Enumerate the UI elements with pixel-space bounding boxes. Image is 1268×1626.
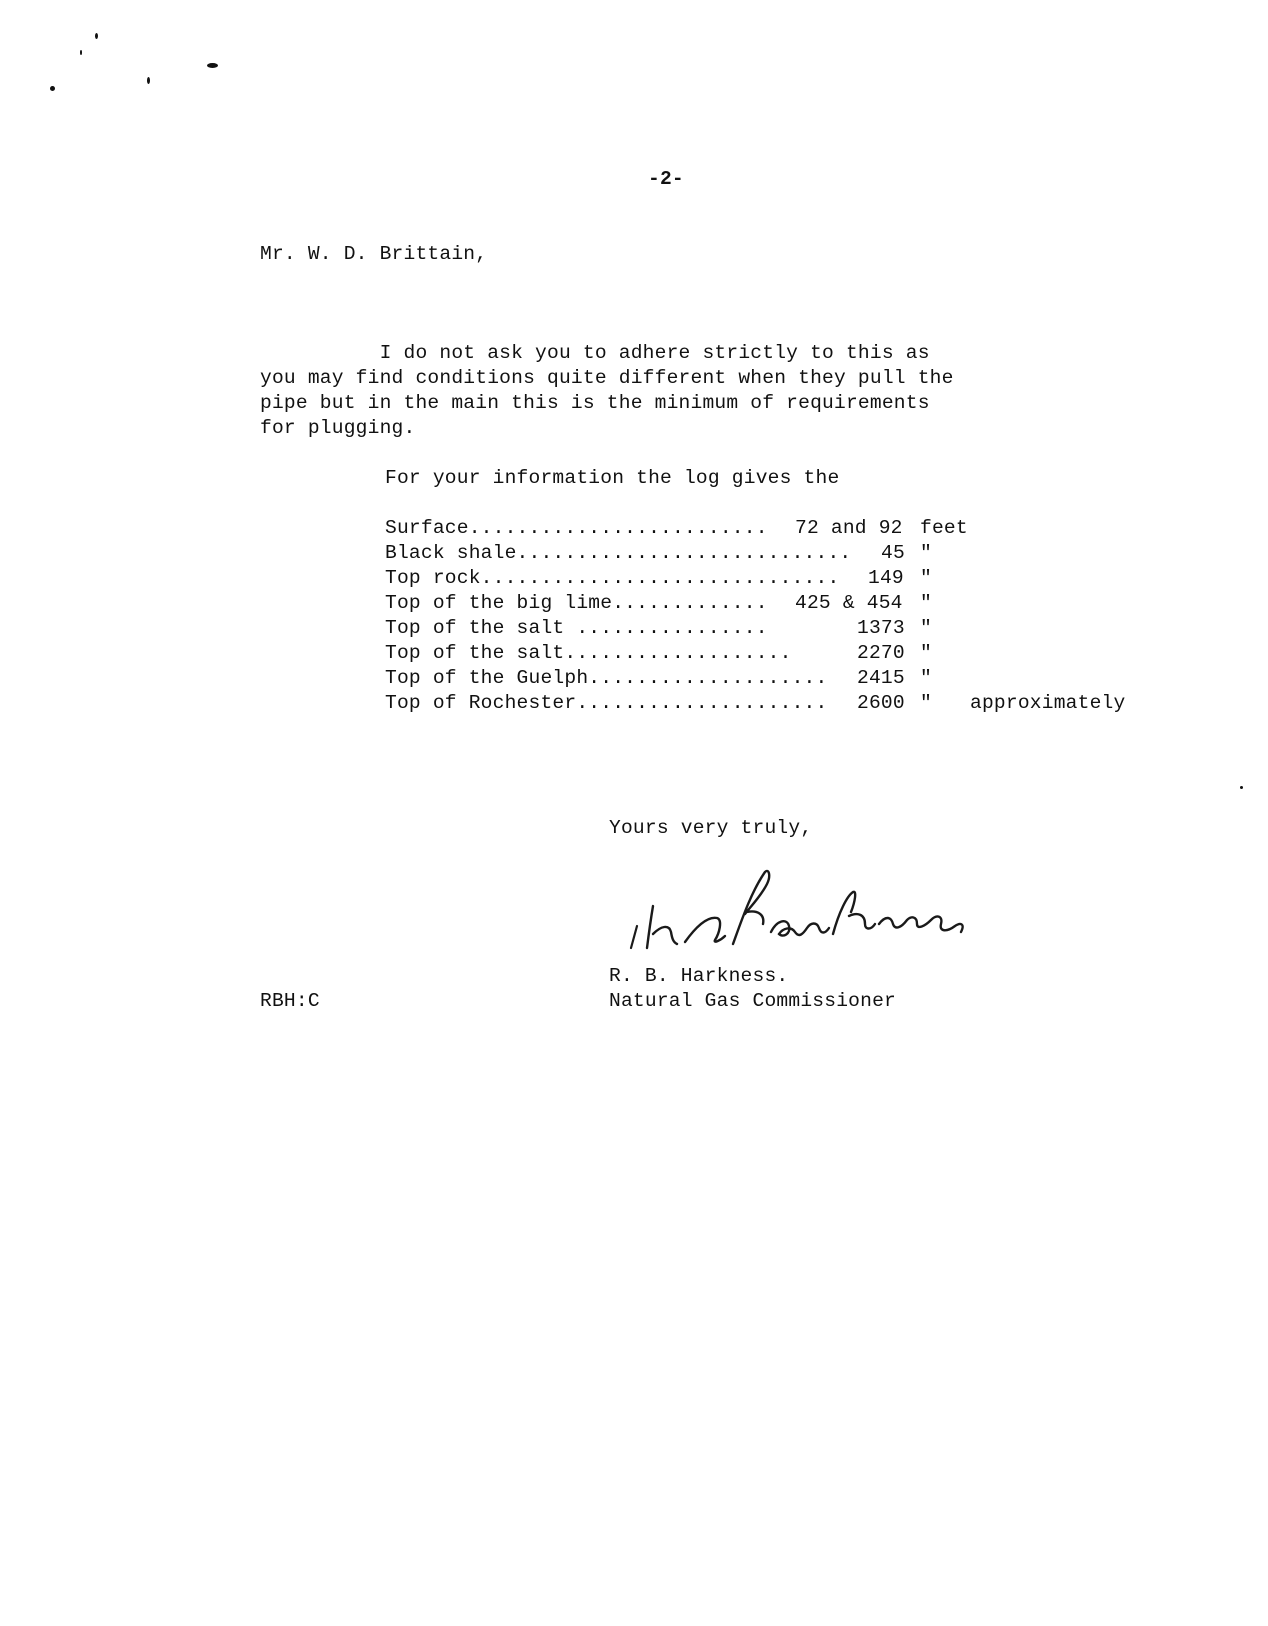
log-unit: "	[920, 617, 932, 639]
log-label: Top of the big lime.............	[385, 592, 768, 614]
body-paragraph: I do not ask you to adhere strictly to this as you may find conditions quite different when they pull the pipe but in the main this is the minimum of requirements for plugging.	[260, 342, 954, 439]
log-label: Black shale............................	[385, 542, 852, 564]
log-depth: 425 & 454	[795, 592, 903, 614]
log-label: Top of the Guelph....................	[385, 667, 828, 689]
log-label: Top of the salt ................	[385, 617, 768, 639]
log-label: Top of the salt...................	[385, 642, 792, 664]
scan-speck	[147, 77, 150, 84]
log-depth: 2270	[857, 642, 905, 664]
handwritten-signature	[625, 862, 995, 962]
log-unit: "	[920, 667, 932, 689]
log-depth: 72 and 92	[795, 517, 903, 539]
page-number: -2-	[648, 168, 684, 190]
scan-speck	[1240, 786, 1243, 789]
reference-initials: RBH:C	[260, 990, 320, 1012]
log-depth: 149	[868, 567, 904, 589]
log-depth: 2600	[857, 692, 905, 714]
salutation: Mr. W. D. Brittain,	[260, 243, 488, 265]
scan-speck	[50, 86, 55, 91]
scan-speck	[207, 63, 218, 68]
scan-speck	[80, 50, 82, 55]
scan-speck	[95, 33, 98, 39]
log-unit: "	[920, 642, 932, 664]
log-depth: 1373	[857, 617, 905, 639]
log-unit: "	[920, 542, 932, 564]
log-depth: 45	[881, 542, 905, 564]
closing: Yours very truly,	[609, 817, 813, 839]
log-note: approximately	[970, 692, 1126, 714]
signatory-name: R. B. Harkness.	[609, 965, 789, 987]
log-unit: feet	[920, 517, 968, 539]
log-unit: "	[920, 692, 932, 714]
signatory-title: Natural Gas Commissioner	[609, 990, 896, 1012]
log-label: Top rock..............................	[385, 567, 840, 589]
log-depth: 2415	[857, 667, 905, 689]
log-unit: "	[920, 592, 932, 614]
log-intro: For your information the log gives the	[385, 467, 840, 489]
log-unit: "	[920, 567, 932, 589]
log-label: Surface.........................	[385, 517, 768, 539]
log-label: Top of Rochester.....................	[385, 692, 828, 714]
